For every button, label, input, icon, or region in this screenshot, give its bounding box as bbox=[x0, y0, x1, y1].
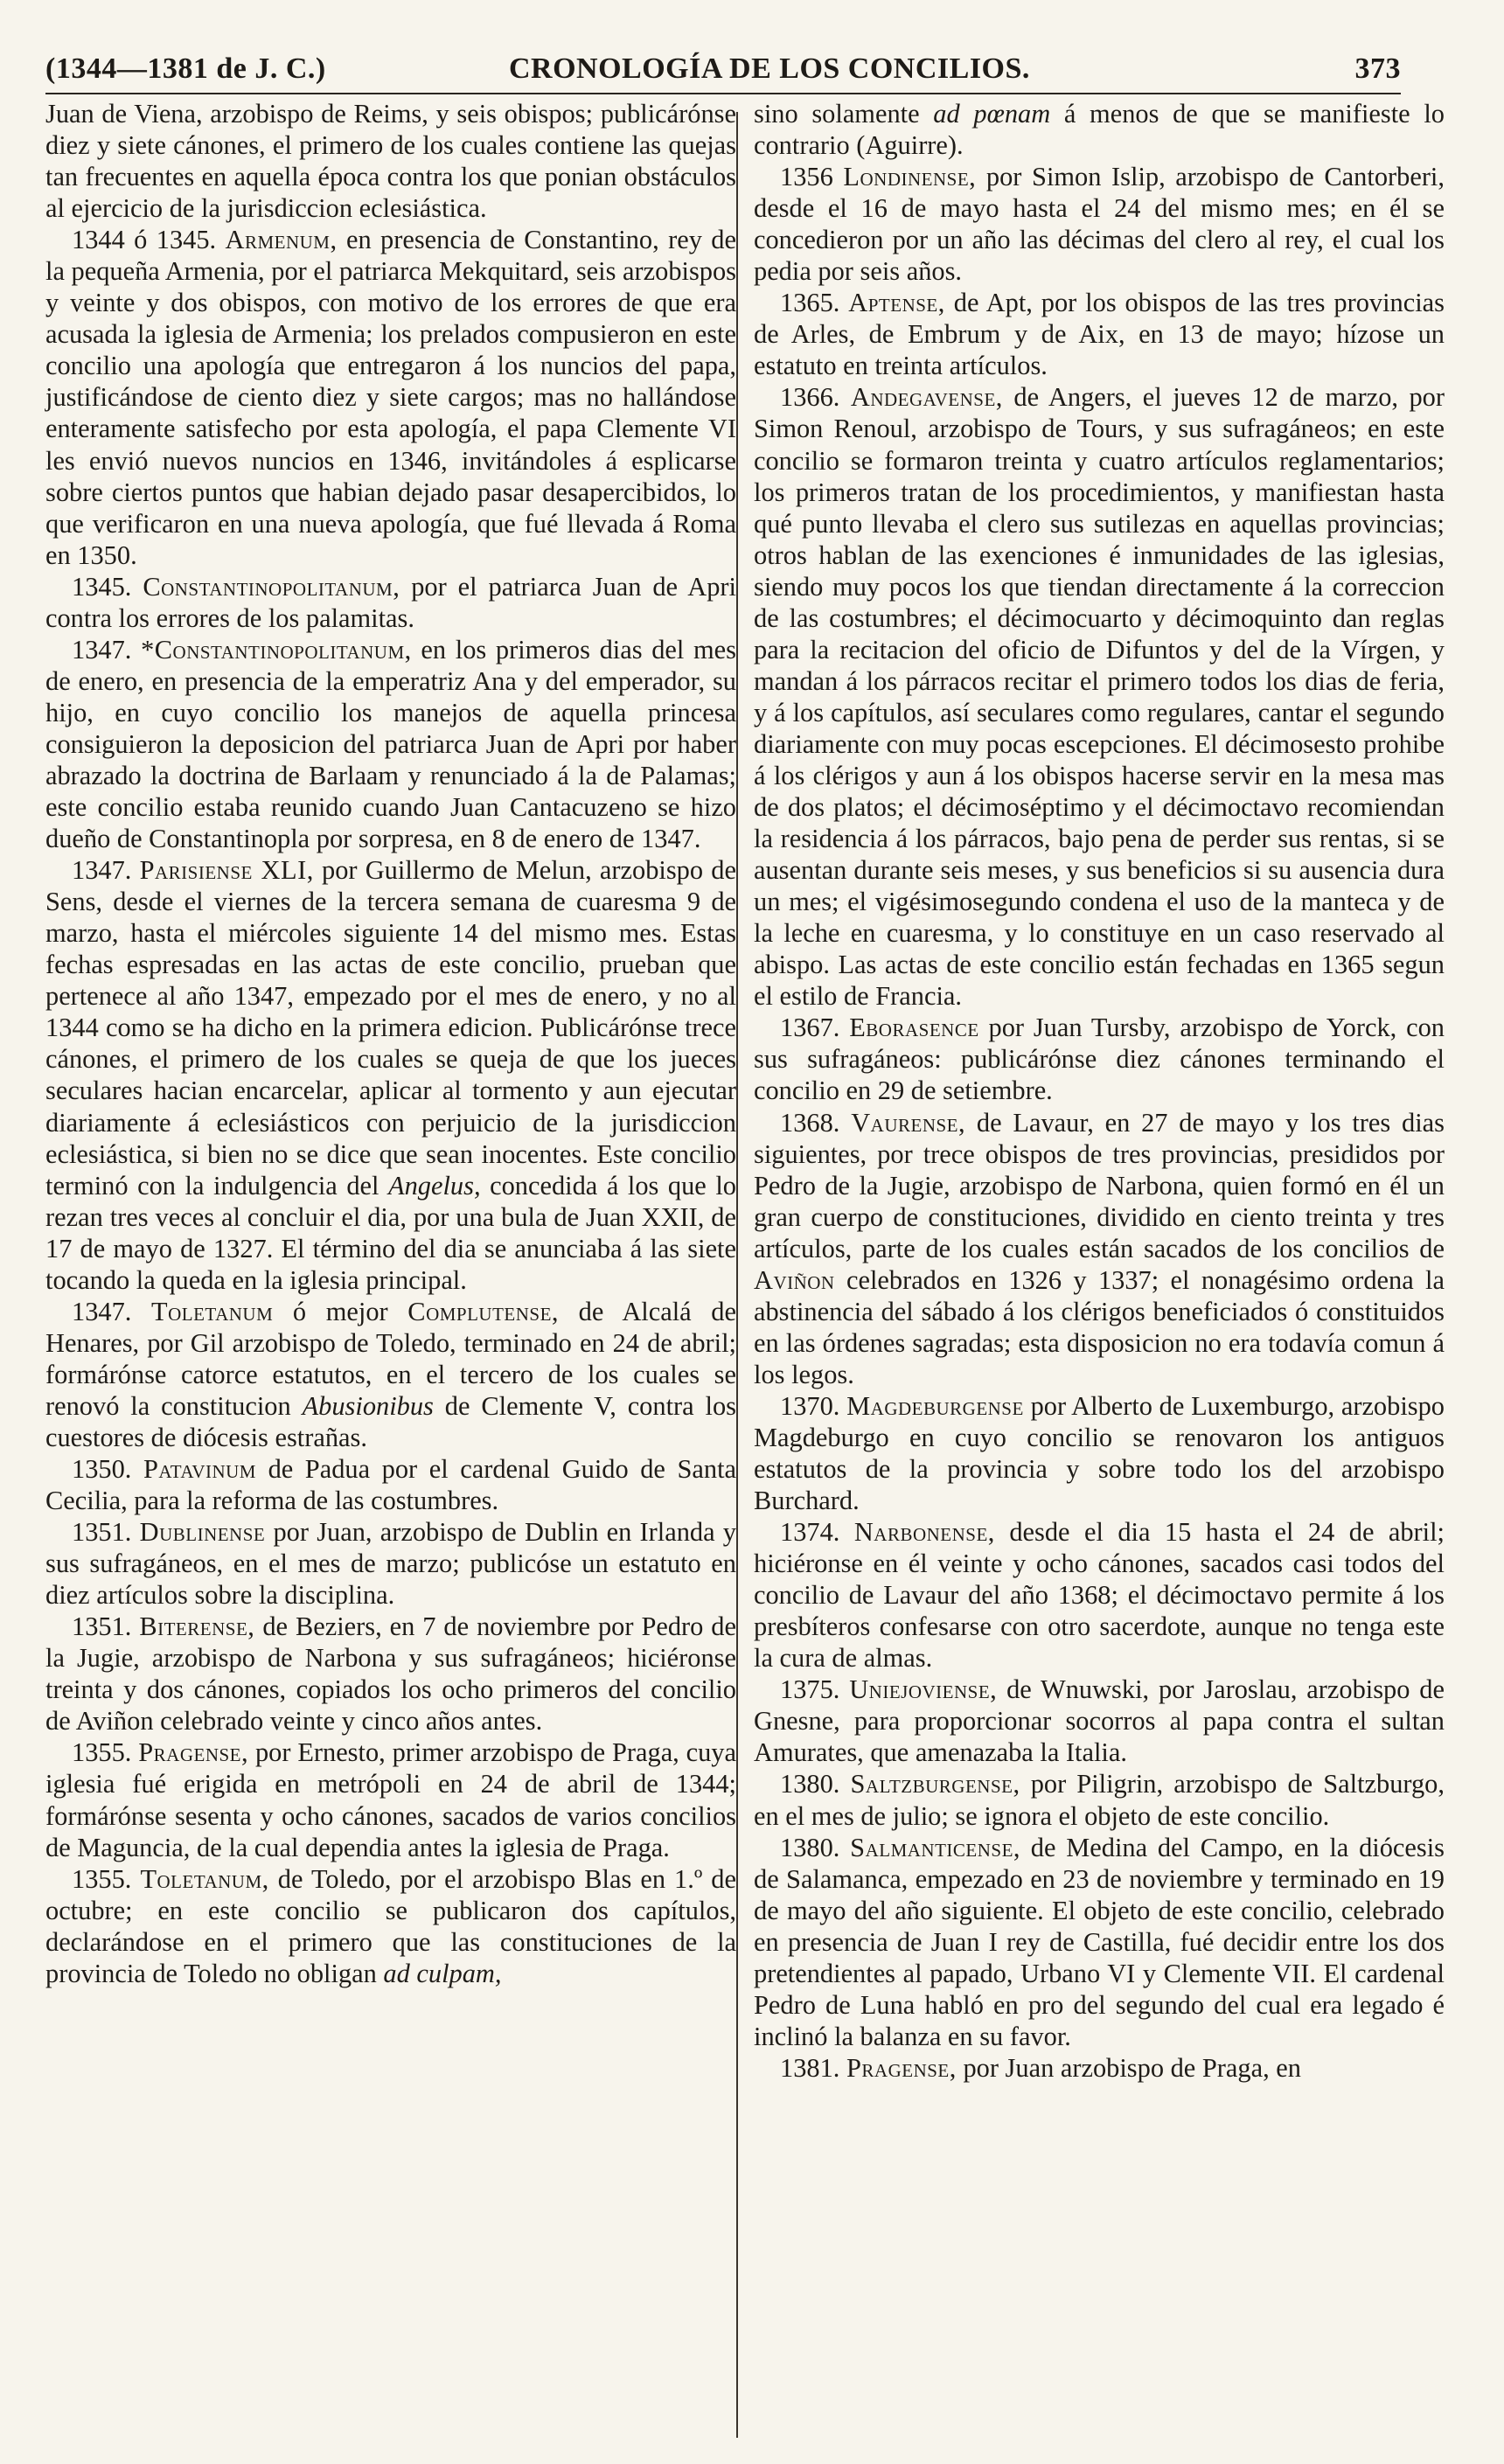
entry-1351-biterense: 1351. Biterense, de Beziers, en 7 de noviembre por Pedro de la Jugie, arzobispo de Narbona y sus sufragáneos; hiciéronse treinta y dos cánones, copiados los ocho primeros del concilio de Aviñon celebrado veinte y cinco años antes. bbox=[45, 1611, 736, 1737]
entry-1368: 1368. Vaurense, de Lavaur, en 27 de mayo y los tres dias siguientes, por trece obispos de tres provincias, presididos por Pedro de la Jugie, arzobispo de Narbona, quien formó en él un gran cuerpo de constituciones, dividido en ciento treinta y tres artículos, parte de los cuales están sacados de los concilios de Aviñon celebrados en 1326 y 1337; el nonagésimo ordena la abstinencia del sábado á los clérigos beneficiados ó constituidos en las órdenes sagradas; esta disposicion no era todavía comun á los legos. bbox=[754, 1107, 1445, 1389]
entry-1344: 1344 ó 1345. Armenum, en presencia de Constantino, rey de la pequeña Armenia, por el patriarca Mekquitard, seis arzobispos y veinte y dos obispos, con motivo de los errores de que era acusada la iglesia de Armenia; los prelados compusieron en este concilio una apología que entregaron á los nuncios del papa, justificándose de ciento diez y siete cargos; mas no hallándose enteramente satisfecho por esta apología, el papa Clemente VI les envió nuevos nuncios en 1346, invitándoles á esplicarse sobre ciertos puntos que habian dejado pasar desapercibidos, lo que verificaron en una nueva apología, que fué llevada á Roma en 1350. bbox=[45, 225, 736, 570]
entry-1351-dublinense: 1351. Dublinense por Juan, arzobispo de Dublin en Irlanda y sus sufragáneos, en el mes de marzo; publicóse un estatuto en diez artículos sobre la disciplina. bbox=[45, 1517, 737, 1611]
entry-1370: 1370. Magdeburgense por Alberto de Luxemburgo, arzobispo Magdeburgo en cuyo concilio se renovaron los antiguos estatutos de la provincia y sobre todo los del arzobispo Burchard. bbox=[754, 1390, 1445, 1516]
entry-1366: 1366. Andegavense, de Angers, el jueves 12 de marzo, por Simon Renoul, arzobispo de Tours, y sus sufragáneos; en este concilio se formaron treinta y cuatro artículos reglamentarios; los primeros tratan de los procedimientos, y manifiestan hasta qué punto llevaba el clero sus sutilezas en aquellas provincias; otros hablan de las exenciones é inmunidades de las iglesias, siendo muy pocos los que tiendan directamente á la correccion de las costumbres; el décimocuarto y décimoquinto dan reglas para la recitacion del oficio de Difuntos y del de la Vírgen, y mandan á los párracos recitar el primero todos los dias de feria, y á los capítulos, así seculares como regulares, cantar el segundo diariamente con muy pocas escepciones. El décimosesto prohibe á los clérigos y aun á los obispos hacerse servir en la mesa mas de dos platos; el décimoséptimo y el décimoctavo recomiendan la residencia á los párracos, bajo pena de perder sus rentas, si se ausentan durante seis meses, y sus beneficios si su ausencia dura un mes; el vigésimosegundo condena el uso de la manteca y de la leche en cuaresma, y lo constituye en un caso reservado al abispo. Las actas de este concilio están fechadas en 1365 segun el estilo de Francia. bbox=[754, 382, 1445, 1012]
entry-1347-constantinopolitanum: 1347. *Constantinopolitanum, en los primeros dias del mes de enero, en presencia de la emperatriz Ana y del emperador, su hijo, en cuyo concilio los manejos de aquella princesa consiguieron la deposicion del patriarca Juan de Apri por haber abrazado la doctrina de Barlaam y renunciado á la de Palamas; este concilio estaba reunido cuando Juan Cantacuzeno se hizo dueño de Constantinopla por sorpresa, en 8 de enero de 1347. bbox=[45, 634, 736, 854]
entry-1367: 1367. Eborasence por Juan Tursby, arzobispo de Yorck, con sus sufragáneos: publicárónse diez cánones terminando el concilio en 29 de setiembre. bbox=[754, 1013, 1445, 1106]
page-number: 373 bbox=[1354, 52, 1401, 85]
entry-1350: 1350. Patavinum de Padua por el cardenal Guido de Santa Cecilia, para la reforma de las costumbres. bbox=[45, 1454, 737, 1516]
right-column bbox=[754, 98, 1445, 2084]
continuation-paragraph: sino solamente ad pœnam á menos de que se manifieste lo contrario (Aguirre). bbox=[754, 99, 1445, 161]
entry-1347-toletanum: 1347. Toletanum ó mejor Complutense, de Alcalá de Henares, por Gil arzobispo de Toledo, terminado en 24 de abril; formárónse catorce estatutos, en el tercero de los cuales se renovó la constitucion Abusionibus de Clemente V, contra los cuestores de diócesis estrañas. bbox=[45, 1296, 736, 1452]
entry-1381: 1381. Pragense, por Juan arzobispo de Praga, en bbox=[780, 2052, 1301, 2083]
page-header bbox=[45, 52, 1401, 105]
column-divider bbox=[736, 112, 738, 2438]
entry-1347-parisiense: 1347. Parisiense XLI, por Guillermo de Melun, arzobispo de Sens, desde el viernes de la tercera semana de cuaresma 9 de marzo, hasta el miércoles siguiente 14 del mismo mes. Estas fechas espresadas en las actas de este concilio, prueban que pertenece al año 1347, empezado por el mes de enero, y no al 1344 como se ha dicho en la primera edicion. Publicárónse trece cánones, el primero de los cuales se queja de que los jueces seculares hacian encarcelar, aplicar al tormento y aun ejecutar diariamente á eclesiásticos con perjuicio de la jurisdiccion eclesiástica, si bien no se dice que sean inocentes. Este concilio terminó con la indulgencia del Angelus, concedida á los que lo rezan tres veces al concluir el dia, por una bula de Juan XXII, de 17 de mayo de 1327. El término del dia se anunciaba á las siete tocando la queda en la iglesia principal. bbox=[45, 855, 736, 1295]
entry-1375: 1375. Uniejoviense, de Wnuwski, por Jaroslau, arzobispo de Gnesne, para proporcionar socorros al papa contra el sultan Amurates, que amenazaba la Italia. bbox=[754, 1674, 1445, 1768]
entry-1380-saltzburgense: 1380. Saltzburgense, por Piligrin, arzobispo de Saltzburgo, en el mes de julio; se ignora el objeto de este concilio. bbox=[754, 1769, 1445, 1831]
header-title: CRONOLOGÍA DE LOS CONCILIOS. bbox=[509, 52, 1030, 85]
entry-1365: 1365. Aptense, de Apt, por los obispos de las tres provincias de Arles, de Embrum y de Aix, en 13 de mayo; hízose un estatuto en treinta artículos. bbox=[754, 288, 1445, 381]
entry-1355-toletanum: 1355. Toletanum, de Toledo, por el arzobispo Blas en 1.º de octubre; en este concilio se publicaron dos capítulos, declarándose en el primero que las constituciones de la provincia de Toledo no obligan ad culpam, bbox=[45, 1863, 736, 1988]
entry-1356: 1356 Londinense, por Simon Islip, arzobispo de Cantorberi, desde el 16 de mayo hasta el 24 del mismo mes; en él se concedieron por un año las décimas del clero al rey, el cual los pedia por seis años. bbox=[754, 162, 1445, 287]
entry-1380-salmanticense: 1380. Salmanticense, de Medina del Campo, en la diócesis de Salamanca, empezado en 23 de noviembre y terminado en 19 de mayo del año siguiente. El objeto de este concilio, celebrado en presencia de Juan I rey de Castilla, fué decidir entre los dos pretendientes al papado, Urbano VI y Clemente VII. El cardenal Pedro de Luna habló en pro del segundo del cual era legado é inclinó la balanza en su favor. bbox=[754, 1832, 1445, 2051]
continuation-paragraph: Juan de Viena, arzobispo de Reims, y seis obispos; publicárónse diez y siete cánones, el primero de los cuales contiene las quejas tan frecuentes en aquella época contra los que ponian obstáculos al ejercicio de la jurisdiccion eclesiástica. bbox=[45, 99, 736, 224]
header-rule bbox=[45, 93, 1401, 94]
header-date-range: (1344—1381 de J. C.) bbox=[45, 52, 326, 85]
entry-1374: 1374. Narbonense, desde el dia 15 hasta el 24 de abril; hiciéronse en él veinte y ocho cánones, sacados casi todos del concilio de Lavaur del año 1368; el décimoctavo permite á los presbíteros confesarse con otro sacerdote, aunque no tenga este la cura de almas. bbox=[754, 1517, 1445, 1674]
entry-1345: 1345. Constantinopolitanum, por el patriarca Juan de Apri contra los errores de los palamitas. bbox=[45, 571, 736, 633]
left-column bbox=[45, 98, 736, 1989]
entry-1355-pragense: 1355. Pragense, por Ernesto, primer arzobispo de Praga, cuya iglesia fué erigida en metrópoli en 24 de abril de 1344; formárónse sesenta y ocho cánones, sacados de varios concilios de Maguncia, de la cual dependia antes la iglesia de Praga. bbox=[45, 1737, 736, 1862]
